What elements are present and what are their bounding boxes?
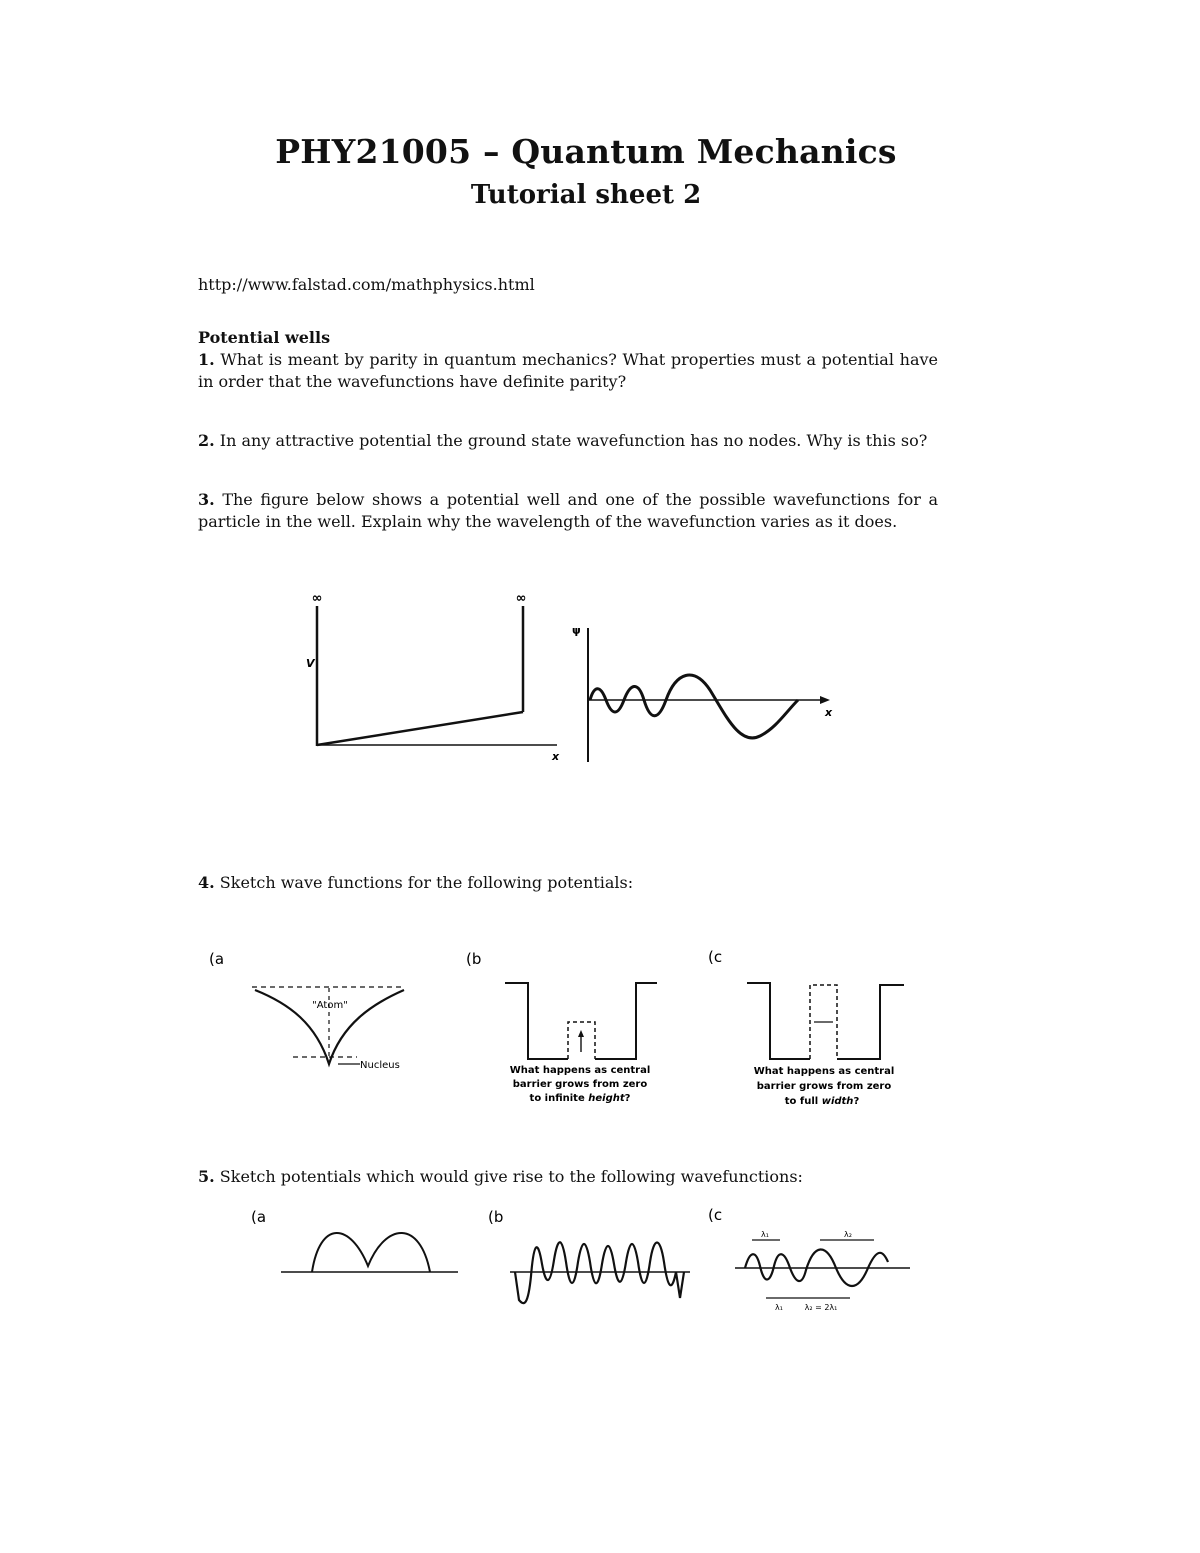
question-5: [198, 1166, 938, 1188]
fig4a-nucleus-label: Nucleus: [360, 1060, 400, 1071]
fig4a-label: (a: [209, 950, 225, 968]
v-label: V: [306, 657, 315, 670]
fig5c-lambda2-top-label: λ₂: [844, 1230, 852, 1239]
x-label-left: x: [552, 750, 560, 763]
infinity-right-label: ∞: [515, 591, 527, 606]
document-subtitle: Tutorial sheet 2: [470, 180, 702, 210]
fig4c-caption-line2: barrier grows from zero: [756, 1081, 892, 1092]
fig5b-label: (b: [488, 1208, 504, 1226]
fig4b-caption-line1: What happens as central: [509, 1065, 651, 1076]
fig5c-lambda1-top-label: λ₁: [761, 1230, 769, 1239]
fig5c-lambda1-bottom-label: λ₁: [775, 1303, 783, 1312]
fig4c-label: (c: [708, 948, 723, 966]
section-heading: Potential wells: [198, 328, 331, 347]
fig4c-caption-line1: What happens as central: [753, 1066, 895, 1077]
fig5c-lambda2-bottom-label: λ₂ = 2λ₁: [804, 1303, 838, 1312]
question-number: 5.: [198, 1167, 215, 1186]
reference-url[interactable]: http://www.falstad.com/mathphysics.html: [198, 275, 535, 294]
psi-label: ψ: [572, 624, 581, 637]
question-text: Sketch wave functions for the following potentials:: [219, 873, 634, 892]
infinity-left-label: ∞: [311, 591, 323, 606]
question-number: 1.: [198, 350, 215, 369]
question-4: [198, 872, 938, 894]
fig4b-label: (b: [466, 950, 482, 968]
sloped-floor-line: [317, 712, 523, 745]
question-number: 3.: [198, 490, 215, 509]
wavefunction-curve: [590, 675, 798, 738]
question-number: 2.: [198, 431, 215, 450]
fig4a-atom-label: "Atom": [312, 1000, 348, 1011]
x-axis-arrowhead: [820, 696, 830, 704]
fig4b-caption-line2: barrier grows from zero: [512, 1079, 648, 1090]
question-text: The figure below shows a potential well and one of the possible wavefunctions for a particle in the well. Explain why the wavelength of the wavefunction varies as it does.: [198, 490, 939, 531]
fig5a-label: (a: [251, 1208, 267, 1226]
fig5c-label: (c: [708, 1206, 723, 1224]
fig4c-caption-line3: to full width?: [784, 1096, 860, 1107]
question-text: Sketch potentials which would give rise to the following wavefunctions:: [219, 1167, 803, 1186]
fig4b-caption-line3: to infinite height?: [529, 1093, 631, 1104]
question-text: What is meant by parity in quantum mechanics? What properties must a potential have in order that the wavefunctions have definite parity?: [198, 350, 938, 391]
question-number: 4.: [198, 873, 215, 892]
question-text: In any attractive potential the ground state wavefunction has no nodes. Why is this so?: [219, 431, 928, 450]
x-label-right: x: [825, 706, 833, 719]
document-title: PHY21005 – Quantum Mechanics: [275, 132, 897, 171]
